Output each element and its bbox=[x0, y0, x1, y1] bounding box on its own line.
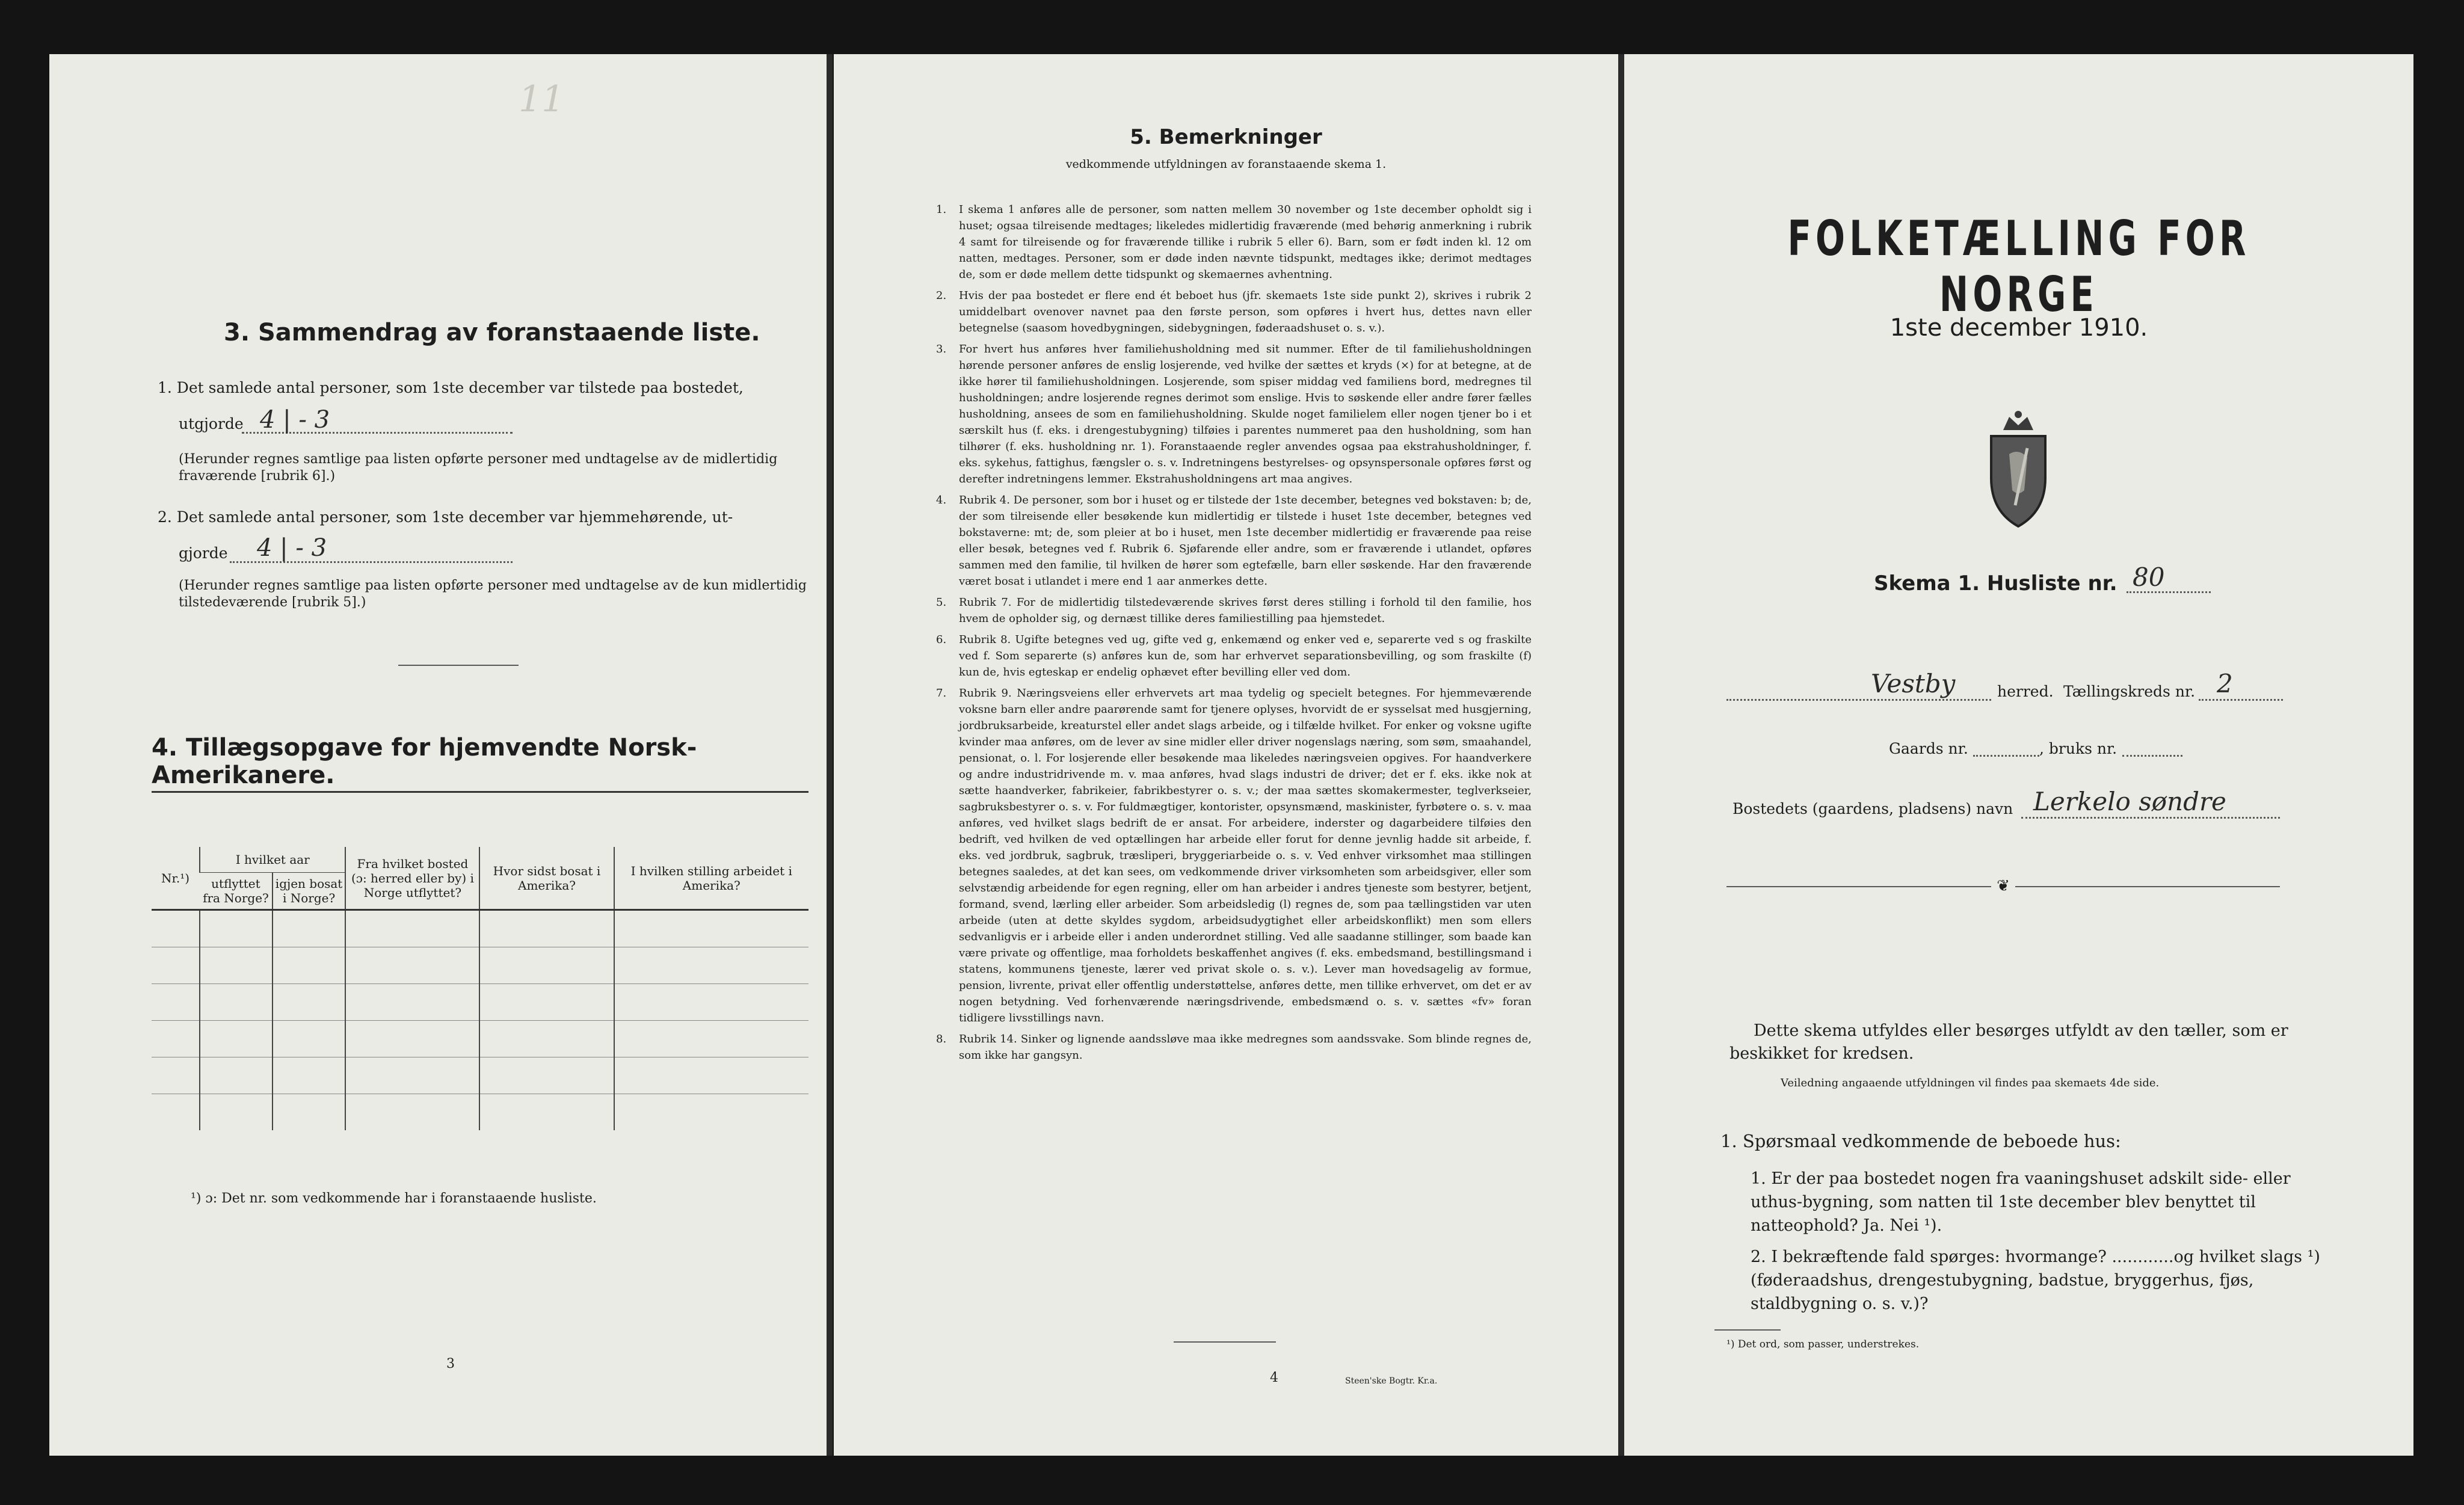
item-number: 5. bbox=[936, 596, 947, 609]
item-text: Rubrik 9. Næringsveiens eller erhvervets art maa tydelig og specielt betegnes. For hjemmeværende voksne barn eller andre paarørende samt for tjenere oplyses, hvorvidt de er sysselsat med husgjerning, jordbruksarbeide, kreaturstel eller andet slags arbeide, og i tilfælde hvilket. For enker og voksne ugifte kvinder maa anføres, om de lever av sine midler eller driver nogenslags næring, som søm, smaahandel, pensionat, o. l. For losjerende eller besøkende maa likeledes næringsveien opgives. For haandverkere og andre industridrivende m. v. maa anføres, hvad slags industri de driver; det er f. eks. ikke nok at sætte haandverker, fabrikeier, fabrikbestyrer o. s. v.; der maa sættes skomakermester, teglverkseier, sagbruksbestyrer o. s. v. For fuldmægtiger, kontorister, opsynsmænd, maskinister, fyrbøtere o. s. v. maa anføres, ved hvilket slags bedrift de er ansat. For arbeidere, inderster og dagarbeidere tilføies den bedrift, ved hvilken de ved optællingen har arbeide eller forut for denne jevnlig hadde sit arbeide, f. eks. ved jordbruk, sagbruk, træsliperi, bryggeriarbeide o. s. v. Ved enhver virksomhet maa stillingen betegnes saaledes, at det kan sees, om vedkommende driver virksomheten som arbeidsgiver, eller som selvstændig arbeidende for egen regning, eller om han arbeider i andres tjeneste som bestyrer, betjent, formand, svend, lærling eller arbeider. Som arbeidsledig (l) regnes de, som paa tællingstiden var uten arbeide (uten at dette skyldes sygdom, arbeidsudygtighet eller arbeidskonflikt) men som ellers sedvanligvis er i arbeide eller i anden underordnet stilling. Ved alle saadanne stillinger, som baade kan være private og offentlige, maa forholdets beskaffenhet angives (f. eks. embedsmand, bestillingsmand i statens, kommunens tjeneste, lærer ved privat skole o. s. v.). Lever man hovedsagelig av formue, pension, livrente, privat eller offentlig understøttelse, anføres dette, men tillike erhvervet, om det er av nogen betydning. Ved forhenværende næringsdrivende, embedsmænd o. s. v. sættes «fv» foran tidligere livsstillings navn. bbox=[959, 687, 1532, 1024]
list-item bbox=[936, 632, 1532, 680]
list-item bbox=[936, 492, 1532, 589]
page-fold bbox=[1618, 54, 1624, 1456]
middle-page bbox=[834, 54, 1618, 1456]
gaards-dotted-line bbox=[1973, 755, 2039, 757]
question-2: 2. I bekræftende fald spørges: hvormange? ............og hvilket slags ¹) (føderaadshus, drengestubygning, badstue, bryggerhus, fjøs, staldbygning o. s. v.)? bbox=[1751, 1248, 2320, 1313]
right-page bbox=[1624, 54, 2413, 1456]
section3-item2-lead: gjorde bbox=[179, 544, 228, 562]
section4-footnote: ¹) ɔ: Det nr. som vedkommende har i foranstaaende husliste. bbox=[191, 1191, 597, 1206]
ornament-icon: ❦ bbox=[1991, 877, 2015, 895]
intro-text: Dette skema utfyldes eller besørges utfyldt av den tæller, som er beskikket for kredsen. bbox=[1729, 1021, 2288, 1063]
kreds-label: Tællingskreds nr. bbox=[2063, 683, 2196, 700]
census-date: 1ste december 1910. bbox=[1890, 314, 2148, 342]
bruks-label: , bruks nr. bbox=[2039, 740, 2118, 757]
remarks-list bbox=[936, 202, 1532, 1068]
question-1: 1. Er der paa bostedet nogen fra vaaningshuset adskilt side- eller uthus-bygning, som natten til 1ste december blev benyttet til natteophold? Ja. Nei ¹). bbox=[1751, 1169, 2291, 1235]
section4-title: 4. Tillægsopgave for hjemvendte Norsk-Amerikanere. bbox=[152, 734, 697, 789]
list-item bbox=[936, 685, 1532, 1026]
schema-label: Skema 1. Husliste nr. bbox=[1874, 571, 2118, 596]
section3-title: 3. Sammendrag av foranstaaende liste. bbox=[224, 319, 760, 346]
section3-item2-text: 2. Det samlede antal personer, som 1ste december var hjemmehørende, ut- bbox=[158, 508, 733, 526]
herred-value: Vestby bbox=[1871, 669, 1956, 698]
col-america-occupation: I hvilken stilling arbeidet i Amerika? bbox=[614, 847, 808, 910]
col-group-year: I hvilket aar bbox=[200, 847, 345, 873]
table-row bbox=[152, 1094, 808, 1131]
list-item bbox=[936, 202, 1532, 283]
section3-item1-note: (Herunder regnes samtlige paa listen opførte personer med undtagelse av de midlertidig fraværende [rubrik 6].) bbox=[179, 452, 778, 484]
item2-handwritten-value: 4 | - 3 bbox=[257, 534, 327, 562]
col-america-residence: Hvor sidst bosat i Amerika? bbox=[479, 847, 614, 910]
herred-label: herred. bbox=[1997, 683, 2054, 700]
left-page bbox=[49, 54, 827, 1456]
printer-mark: Steen'ske Bogtr. Kr.a. bbox=[1345, 1376, 1438, 1386]
table-row bbox=[152, 947, 808, 984]
table-row bbox=[152, 1021, 808, 1057]
page-fold bbox=[827, 54, 833, 1456]
guidance-text: Veiledning angaaende utfyldningen vil findes paa skemaets 4de side. bbox=[1781, 1077, 2160, 1089]
list-item bbox=[936, 341, 1532, 487]
item-number: 3. bbox=[936, 343, 947, 355]
census-title: FOLKETÆLLING FOR NORGE bbox=[1787, 211, 2250, 322]
kreds-value: 2 bbox=[2217, 669, 2233, 698]
col-emigrated: utflyttet fra Norge? bbox=[200, 873, 273, 910]
gaards-label: Gaards nr. bbox=[1889, 740, 1968, 757]
item-text: Rubrik 8. Ugifte betegnes ved ug, gifte ved g, enkemænd og enker ved e, separerte ved s og fraskilte ved f. Som separerte (s) anføres kun de, som har erhvervet separationsbevilling, og som fraskilte (f) kun de, hvis egteskap er endelig ophævet efter bevilling eller ved dom. bbox=[959, 633, 1532, 679]
section3-item1-lead: utgjorde bbox=[179, 415, 244, 432]
list-item bbox=[936, 1031, 1532, 1063]
item-number: 1. bbox=[936, 203, 947, 216]
table-row bbox=[152, 910, 808, 947]
page-number: 4 bbox=[1270, 1370, 1278, 1385]
item1-handwritten-value: 4 | - 3 bbox=[260, 406, 330, 434]
table-row bbox=[152, 984, 808, 1021]
item-number: 4. bbox=[936, 494, 947, 506]
item-number: 6. bbox=[936, 633, 947, 646]
coat-of-arms-icon bbox=[1967, 406, 2069, 532]
item-number: 2. bbox=[936, 289, 947, 302]
item-text: For hvert hus anføres hver familiehusholdning med sit nummer. Efter de til familiehusholdningen hørende personer anføres de enslig losjerende, ved hvilke der sættes et kryds (×) for at betegne, at de ikke hører til familiehusholdningen. Losjerende, som spiser middag ved familiens bord, medregnes til husholdningen; andre losjerende regnes derimot som enslige. Hvis to søskende eller andre fører fælles husholdning, ansees de som en familiehusholdning. Skulde noget familielem eller nogen tjener bo i et særskilt hus (f. eks. i drengestubygning) tilføies i parentes nummeret paa den husholdning, som han tilhører (f. eks. husholdning nr. 1). Foranstaaende regler anvendes ogsaa paa ekstrahusholdninger, f. eks. sykehus, fattighus, fængsler o. s. v. Indretningens bestyrelses- og opsynspersonale opføres først og derefter indretningens lemmer. Ekstrahusholdningens art maa angives. bbox=[959, 343, 1532, 485]
bosted-value: Lerkelo søndre bbox=[2033, 787, 2226, 816]
husliste-value: 80 bbox=[2133, 562, 2165, 592]
col-origin: Fra hvilket bosted (ɔ: herred eller by) i Norge utflyttet? bbox=[345, 847, 479, 910]
item-text: Rubrik 14. Sinker og lignende aandssløve maa ikke medregnes som aandssvake. Som blinde regnes de, som ikke har gangsyn. bbox=[959, 1033, 1532, 1062]
col-returned: igjen bosat i Norge? bbox=[273, 873, 346, 910]
page-number: 3 bbox=[446, 1356, 455, 1371]
questions-title: 1. Spørsmaal vedkommende de beboede hus: bbox=[1720, 1131, 2121, 1151]
list-item bbox=[936, 594, 1532, 627]
bosted-label: Bostedets (gaardens, pladsens) navn bbox=[1732, 800, 2013, 817]
item-number: 7. bbox=[936, 687, 947, 700]
norwegian-american-table bbox=[152, 847, 808, 1130]
item-text: Hvis der paa bostedet er flere end ét beboet hus (jfr. skemaets 1ste side punkt 2), skrives i rubrik 2 umiddelbart ovenover navnet paa den første person, som opføres i hvert hus, dettes navn eller betegnelse (saasom hovedbygningen, sidebygningen, føderaadshuset o. s. v.). bbox=[959, 289, 1532, 334]
bosted-dotted-line bbox=[2021, 817, 2280, 819]
kreds-dotted-line bbox=[2199, 699, 2283, 701]
col-nr: Nr.¹) bbox=[152, 847, 200, 910]
item-number: 8. bbox=[936, 1033, 947, 1045]
item-text: I skema 1 anføres alle de personer, som natten mellem 30 november og 1ste december opholdt sig i huset; ogsaa tilreisende medtages; likeledes midlertidig fraværende (med behørig anmerkning i rubrik 4 samt for tilreisende og for fraværende tillike i rubrik 5 eller 6). Barn, som er født inden kl. 12 om natten, medtages. Personer, som er døde inden nævnte tidspunkt, medtages ikke; derimot medtages de, som er døde mellem dette tidspunkt og skemaernes avhentning. bbox=[959, 203, 1532, 281]
item-text: Rubrik 4. De personer, som bor i huset og er tilstede der 1ste december, betegnes ved bokstaven: b; de, der som tilreisende eller besøkende kun midlertidig er tilstede i huset 1ste december, betegnes ved bokstaverne: mt; de, som pleier at bo i huset, men 1ste december midlertidig er fraværende paa reise eller besøk, betegnes ved f. Rubrik 6. Sjøfarende eller andre, som er fraværende i utlandet, opføres sammen med den familie, til hvilken de hører som egtefælle, barn eller søskende. Har den fraværende været bosat i utlandet i mere end 1 aar anmerkes dette. bbox=[959, 494, 1532, 588]
bruks-dotted-line bbox=[2122, 755, 2182, 757]
remarks-subtitle: vedkommende utfyldningen av foranstaaende skema 1. bbox=[1065, 158, 1387, 171]
section3-item2-note: (Herunder regnes samtlige paa listen opførte personer med undtagelse av de kun midlertidig tilstedeværende [rubrik 5].) bbox=[179, 578, 807, 610]
section3-item1-text: 1. Det samlede antal personer, som 1ste december var tilstede paa bostedet, bbox=[158, 379, 744, 396]
table-row bbox=[152, 1057, 808, 1094]
pencil-mark: 11 bbox=[519, 78, 565, 120]
herred-dotted-line bbox=[1726, 699, 1991, 701]
list-item bbox=[936, 288, 1532, 336]
divider bbox=[1174, 1341, 1276, 1343]
right-footnote: ¹) Det ord, som passer, understrekes. bbox=[1726, 1338, 1920, 1350]
footnote-rule bbox=[1714, 1329, 1781, 1331]
item-text: Rubrik 7. For de midlertidig tilstedeværende skrives først deres stilling i forhold til den familie, hos hvem de opholder sig, og dernæst tillike deres familiestilling paa hjemstedet. bbox=[959, 596, 1532, 625]
remarks-title: 5. Bemerkninger bbox=[1130, 125, 1322, 149]
divider bbox=[398, 665, 519, 666]
table-top-rule bbox=[152, 791, 808, 793]
